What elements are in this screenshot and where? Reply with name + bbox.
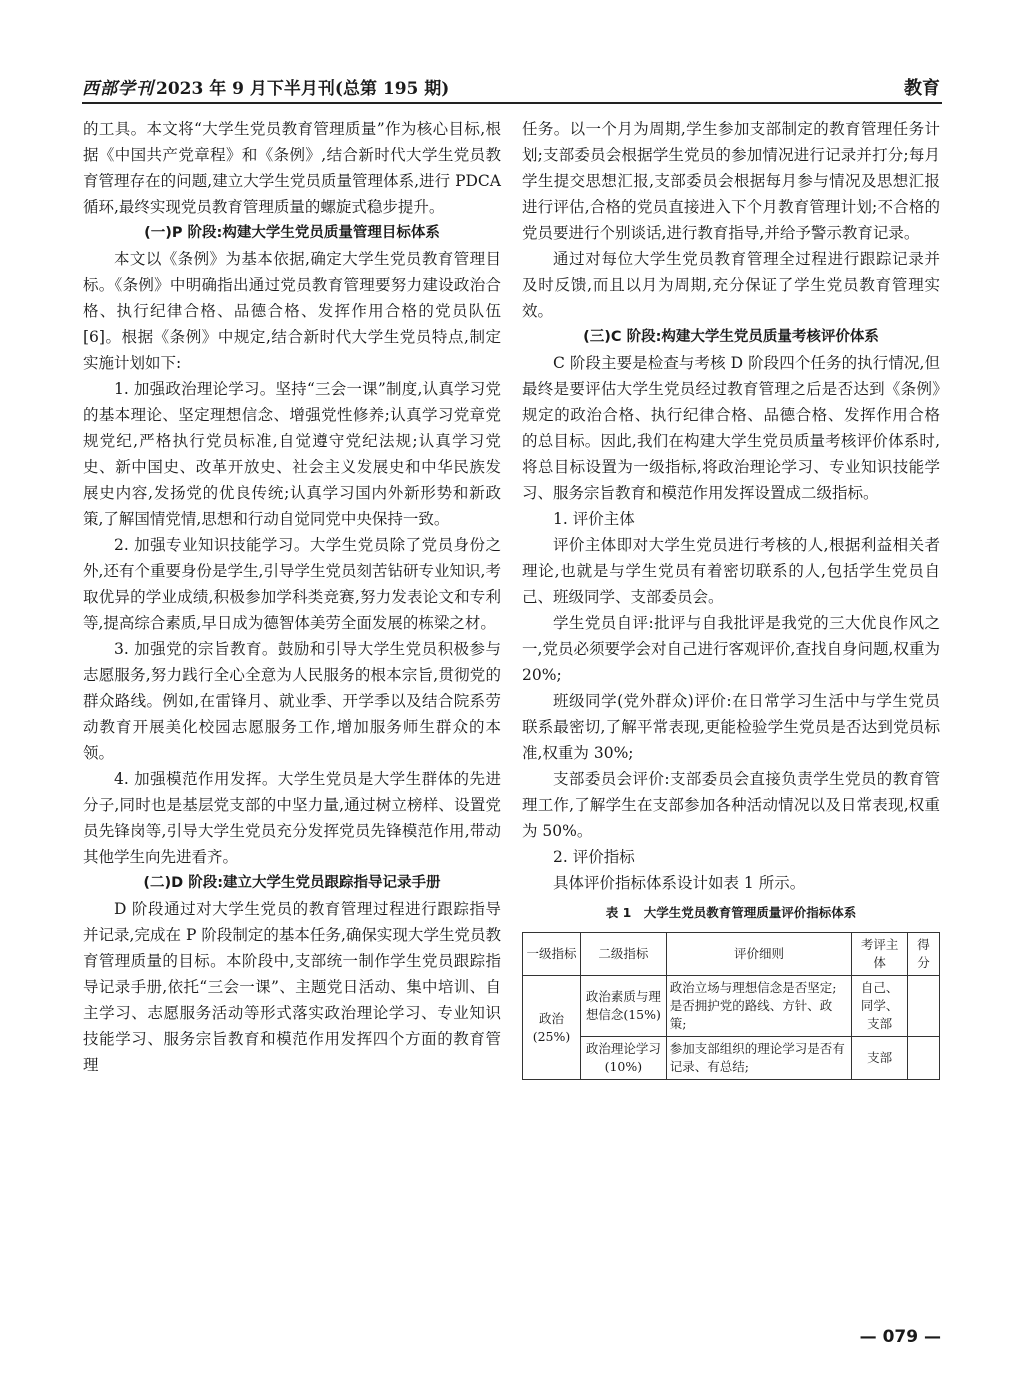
paragraph: 本文以《条例》为基本依据,确定大学生党员教育管理目标。《条例》中明确指出通过党员教育管理要努力建设政治合格、执行纪律合格、品德合格、发挥作用合格的党员队伍[6]。根据《条例》中规定,结合新时代大学生党员特点,制定实施计划如下: xyxy=(83,250,501,372)
paragraph: 通过对每位大学生党员教育管理全过程进行跟踪记录并及时反馈,而且以月为周期,充分保证了学生党员教育管理实效。 xyxy=(522,250,940,320)
section-label: 教育 xyxy=(904,78,940,99)
table-header-cell: 评价细则 xyxy=(666,933,851,976)
detail-cell: 参加支部组织的理论学习是否有记录、有总结; xyxy=(666,1037,851,1080)
score-cell xyxy=(908,1037,940,1080)
paragraph: 3. 加强党的宗旨教育。鼓励和引导大学生党员积极参与志愿服务,努力践行全心全意为人民服务的根本宗旨,贯彻党的群众路线。例如,在雷锋月、就业季、开学季以及结合院系劳动教育开展美化校园志愿服务工作,增加服务师生群众的本领。 xyxy=(83,640,501,762)
issue-text: 2023 年 9 月下半月刊(总第 195 期) xyxy=(156,79,450,99)
detail-cell: 政治立场与理想信念是否坚定;是否拥护党的路线、方针、政策; xyxy=(666,976,851,1037)
table-header-row xyxy=(523,933,940,976)
paragraph: C 阶段主要是检查与考核 D 阶段四个任务的执行情况,但最终是要评估大学生党员经过教育管理之后是否达到《条例》规定的政治合格、执行纪律合格、品德合格、发挥作用合格的总目标。因此,我们在构建大学生党员质量考核评价体系时,将总目标设置为一级指标,将政治理论学习、专业知识技能学习、服务宗旨教育和模范作用发挥设置成二级指标。 xyxy=(522,354,940,502)
paragraph: 4. 加强模范作用发挥。大学生党员是大学生群体的先进分子,同时也是基层党支部的中坚力量,通过树立榜样、设置党员先锋岗等,引导大学生党员充分发挥党员先锋模范作用,带动其他学生向先进看齐。 xyxy=(83,770,501,866)
score-cell xyxy=(908,976,940,1037)
paragraph: 评价主体即对大学生党员进行考核的人,根据利益相关者理论,也就是与学生党员有着密切联系的人,包括学生党员自己、班级同学、支部委员会。 xyxy=(522,536,940,606)
table-row xyxy=(523,976,940,1037)
paragraph: 2. 加强专业知识技能学习。大学生党员除了党员身份之外,还有个重要身份是学生,引导学生党员刻苦钻研专业知识,考取优异的学业成绩,积极参加学科类竞赛,努力发表论文和专利等,提高综合素质,早日成为德智体美劳全面发展的栋梁之材。 xyxy=(83,536,501,632)
journal-logo: 西部学刊 xyxy=(82,79,154,99)
paragraph: 支部委员会评价:支部委员会直接负责学生党员的教育管理工作,了解学生在支部参加各种活动情况以及日常表现,权重为 50%。 xyxy=(522,770,940,840)
subheading: 1. 评价主体 xyxy=(553,510,635,528)
primary-indicator-cell: 政治(25%) xyxy=(523,976,581,1080)
table-header-cell: 一级指标 xyxy=(523,933,581,976)
evaluator-cell: 自己、同学、支部 xyxy=(852,976,908,1037)
subheading: 2. 评价指标 xyxy=(553,848,635,866)
section-heading-c: (三)C 阶段:构建大学生党员质量考核评价体系 xyxy=(583,329,879,345)
table-header-cell: 考评主体 xyxy=(852,933,908,976)
journal-info xyxy=(82,74,449,99)
evaluator-cell: 支部 xyxy=(852,1037,908,1080)
page-number: — 079 — xyxy=(859,1327,941,1347)
table-header-cell: 得分 xyxy=(908,933,940,976)
table-header-cell: 二级指标 xyxy=(580,933,666,976)
table-caption: 表 1 大学生党员教育管理质量评价指标体系 xyxy=(605,905,857,920)
paragraph: 1. 加强政治理论学习。坚持“三会一课”制度,认真学习党的基本理论、坚定理想信念、增强党性修养;认真学习党章党规党纪,严格执行党员标准,自觉遵守党纪法规;认真学习党史、新中国史、改革开放史、社会主义发展史和中华民族发展史内容,发扬党的优良传统;认真学习国内外新形势和新政策,了解国情党情,思想和行动自觉同党中央保持一致。 xyxy=(83,380,501,528)
paragraph: 具体评价指标体系设计如表 1 所示。 xyxy=(553,874,806,892)
paragraph: 学生党员自评:批评与自我批评是我党的三大优良作风之一,党员必须要学会对自己进行客观评价,查找自身问题,权重为 20%; xyxy=(522,614,940,684)
paragraph: D 阶段通过对大学生党员的教育管理过程进行跟踪指导并记录,完成在 P 阶段制定的基本任务,确保实现大学生党员教育管理质量的目标。本阶段中,支部统一制作学生党员跟踪指导记录手册,依托“三会一课”、主题党日活动、集中培训、自主学习、志愿服务活动等形式落实政治理论学习、专业知识技能学习、服务宗旨教育和模范作用发挥四个方面的教育管理 xyxy=(83,900,501,1074)
section-heading-p: (一)P 阶段:构建大学生党员质量管理目标体系 xyxy=(144,225,440,241)
evaluation-table xyxy=(522,932,940,1080)
right-column xyxy=(522,116,940,1080)
secondary-indicator-cell: 政治理论学习(10%) xyxy=(580,1037,666,1080)
section-heading-d: (二)D 阶段:建立大学生党员跟踪指导记录手册 xyxy=(143,875,441,891)
left-column xyxy=(83,116,501,1078)
table-row xyxy=(523,1037,940,1080)
paragraph: 的工具。本文将“大学生党员教育管理质量”作为核心目标,根据《中国共产党章程》和《条例》,结合新时代大学生党员教育管理存在的问题,建立大学生党员质量管理体系,进行 PDCA 循环,最终实现党员教育管理质量的螺旋式稳步提升。 xyxy=(83,120,501,216)
secondary-indicator-cell: 政治素质与理想信念(15%) xyxy=(580,976,666,1037)
paragraph: 班级同学(党外群众)评价:在日常学习生活中与学生党员联系最密切,了解平常表现,更能检验学生党员是否达到党员标准,权重为 30%; xyxy=(522,692,940,762)
page-header xyxy=(82,72,942,104)
paragraph: 任务。以一个月为周期,学生参加支部制定的教育管理任务计划;支部委员会根据学生党员的参加情况进行记录并打分;每月学生提交思想汇报,支部委员会根据每月参与情况及思想汇报进行评估,合格的党员直接进入下个月教育管理计划;不合格的党员要进行个别谈话,进行教育指导,并给予警示教育记录。 xyxy=(522,120,940,242)
